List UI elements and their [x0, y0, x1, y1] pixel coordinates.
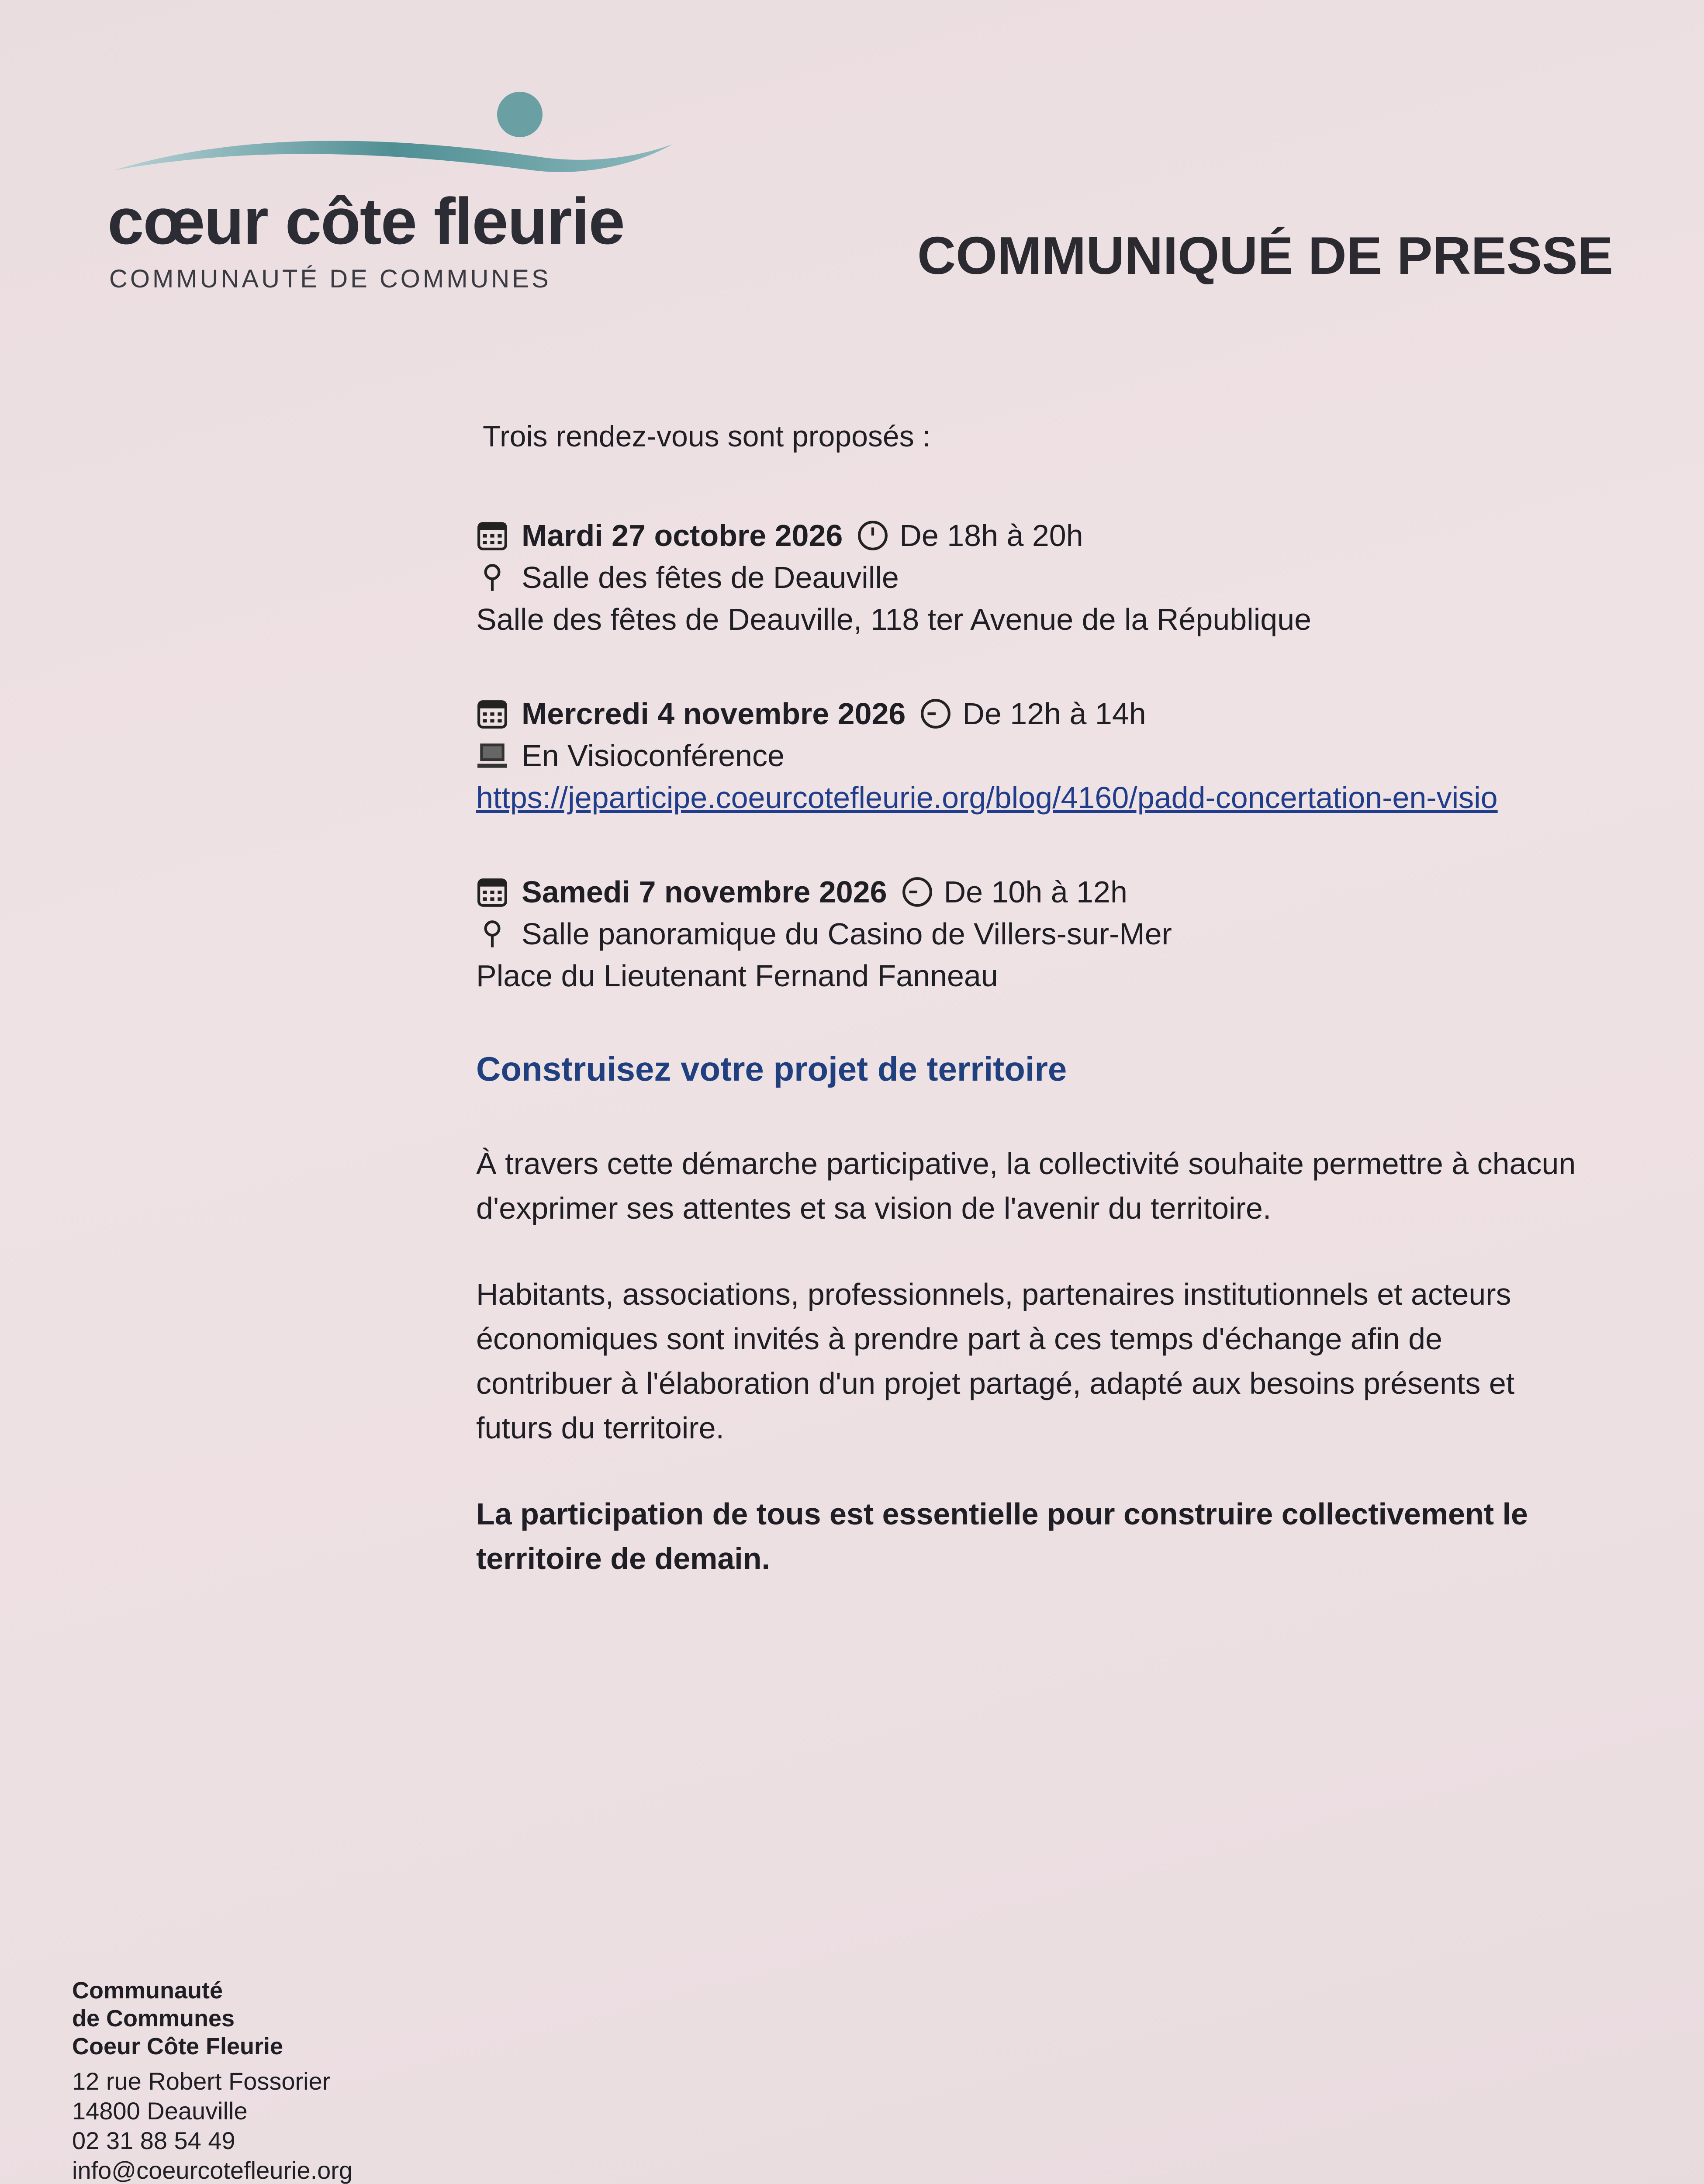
event-location: Salle des fêtes de Deauville — [522, 560, 899, 594]
section-title: Construisez votre projet de territoire — [476, 1050, 1067, 1088]
logo-wave-icon — [105, 87, 681, 183]
paragraph: À travers cette démarche participative, la collectivité souhaite permettre à chacun d'exprimer ses attentes et sa vision de l'avenir du territoire. — [476, 1147, 1576, 1225]
computer-icon — [476, 740, 508, 772]
clock-icon — [901, 876, 933, 908]
event-location-line — [476, 556, 1577, 598]
event-address: Salle des fêtes de Deauville, 118 ter Avenue de la République — [476, 602, 1312, 636]
paragraph: Habitants, associations, professionnels, partenaires institutionnels et acteurs économiques sont invités à prendre part à ces temps d'échange afin de contribuer à l'élaboration d'un projet partagé, adapté aux besoins présents et futurs du territoire. — [476, 1277, 1515, 1445]
footer-contact — [72, 1977, 465, 2184]
event-time: De 10h à 12h — [944, 875, 1127, 909]
logo — [105, 87, 681, 297]
event-location-line — [476, 735, 1577, 777]
event-item — [476, 871, 1577, 997]
main-content — [476, 419, 1577, 1622]
event-item — [476, 515, 1577, 640]
event-date: Mercredi 4 novembre 2026 — [522, 697, 906, 731]
event-address: Place du Lieutenant Fernand Fanneau — [476, 959, 998, 993]
event-date-line — [476, 515, 1577, 556]
map-pin-icon — [476, 918, 508, 950]
clock-icon — [919, 698, 952, 730]
event-date-line — [476, 693, 1577, 735]
footer-email[interactable]: info@coeurcotefleurie.org — [72, 2156, 353, 2184]
footer-org-line: Coeur Côte Fleurie — [72, 2033, 283, 2060]
document-type-title: COMMUNIQUÉ DE PRESSE — [917, 226, 1613, 285]
footer-org-line: de Communes — [72, 2005, 235, 2032]
event-item — [476, 693, 1577, 819]
calendar-icon — [476, 876, 508, 908]
event-location: Salle panoramique du Casino de Villers-sur-Mer — [522, 917, 1172, 951]
logo-name: cœur côte fleurie — [107, 184, 624, 258]
footer-org-line: Communauté — [72, 1977, 223, 2004]
event-location-line — [476, 913, 1577, 955]
event-date-line — [476, 871, 1577, 913]
map-pin-icon — [476, 561, 508, 594]
intro-text: Trois rendez-vous sont proposés : — [483, 420, 931, 453]
closing-statement: La participation de tous est essentielle pour construire collectivement le territoire de demain. — [476, 1497, 1528, 1576]
event-location: En Visioconférence — [522, 739, 785, 773]
visio-link[interactable]: https://jeparticipe.coeurcotefleurie.org/blog/4160/padd-concertation-en-visio — [476, 781, 1498, 815]
footer-phone: 02 31 88 54 49 — [72, 2127, 235, 2154]
footer-address: 12 rue Robert Fossorier — [72, 2067, 331, 2095]
event-date: Samedi 7 novembre 2026 — [522, 875, 887, 909]
clock-icon — [857, 519, 889, 552]
logo-subtitle: COMMUNAUTÉ DE COMMUNES — [109, 265, 551, 293]
footer-postcode: 14800 Deauville — [72, 2097, 248, 2125]
calendar-icon — [476, 519, 508, 552]
event-date: Mardi 27 octobre 2026 — [522, 518, 843, 553]
event-time: De 18h à 20h — [899, 518, 1083, 553]
event-time: De 12h à 14h — [962, 697, 1146, 731]
calendar-icon — [476, 698, 508, 730]
